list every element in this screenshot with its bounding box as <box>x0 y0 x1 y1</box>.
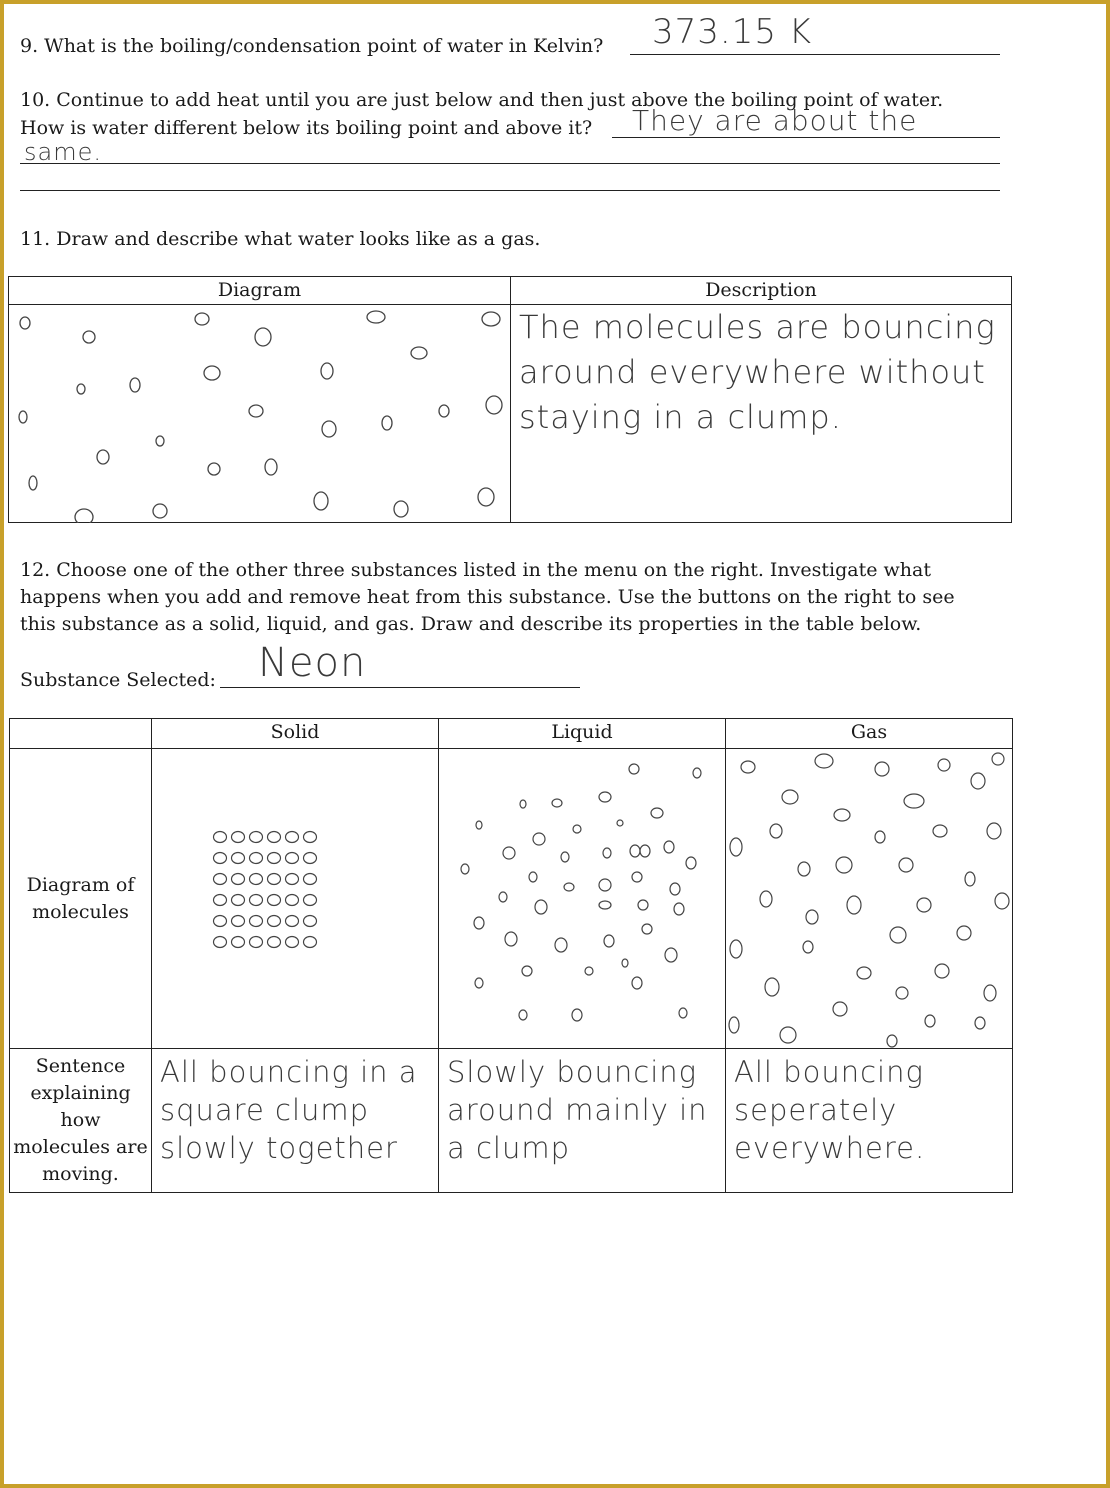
q10-answer-part1: They are about the <box>632 104 918 137</box>
row-label-sentence: Sentence explaining how molecules are moving. <box>10 1049 152 1193</box>
question-10-line1: 10. Continue to add heat until you are just below and then just above the boiling point of water. <box>20 89 944 111</box>
gas-sentence-cell <box>726 1049 1013 1193</box>
solid-molecule <box>286 853 299 864</box>
solid-sentence-answer: All bouncing in a square clump slowly together <box>160 1055 418 1165</box>
solid-molecule <box>304 895 317 906</box>
row-label-diagram: Diagram of molecules <box>10 749 152 1049</box>
solid-molecule <box>268 895 281 906</box>
solid-molecule <box>214 937 227 948</box>
solid-molecule <box>286 916 299 927</box>
solid-molecule <box>286 874 299 885</box>
question-12-line2: happens when you add and remove heat from this substance. Use the buttons on the right to see <box>20 586 955 608</box>
solid-molecule <box>232 916 245 927</box>
gas-sentence-answer: All bouncing seperately everywhere. <box>734 1055 926 1165</box>
solid-molecule <box>214 874 227 885</box>
solid-molecule <box>250 895 263 906</box>
solid-diagram-cell <box>152 749 439 1049</box>
solid-molecule <box>250 937 263 948</box>
solid-molecule <box>250 916 263 927</box>
solid-molecule <box>232 874 245 885</box>
liquid-sentence-cell <box>439 1049 726 1193</box>
q11-header-diagram: Diagram <box>9 277 511 305</box>
solid-molecule <box>304 832 317 843</box>
q12-header-blank <box>10 719 152 749</box>
q12-table <box>9 718 1013 1193</box>
q11-diagram-cell <box>9 305 511 523</box>
q9-answer: 373.15 K <box>652 12 813 52</box>
question-11: 11. Draw and describe what water looks like as a gas. <box>20 228 541 250</box>
solid-molecule <box>214 832 227 843</box>
solid-molecule <box>268 832 281 843</box>
q11-description-answer: The molecules are bouncing around everywhere without staying in a clump. <box>519 308 996 436</box>
question-12-line3: this substance as a solid, liquid, and gas. Draw and describe its properties in the table below. <box>20 613 922 635</box>
q9-answer-line <box>630 54 1000 55</box>
gas-molecules-drawing <box>726 749 1012 1049</box>
solid-molecule <box>286 832 299 843</box>
solid-molecule <box>232 937 245 948</box>
q10-answer-line-1 <box>612 137 1000 138</box>
solid-molecules-drawing <box>152 749 438 1049</box>
q12-header-liquid: Liquid <box>439 719 726 749</box>
q11-description-cell <box>511 305 1012 523</box>
question-10-line2: How is water different below its boiling point and above it? <box>20 117 593 139</box>
solid-sentence-cell <box>152 1049 439 1193</box>
q10-answer-part2: same. <box>24 138 102 166</box>
solid-molecule <box>232 895 245 906</box>
gas-diagram-cell <box>726 749 1013 1049</box>
solid-molecule <box>304 853 317 864</box>
solid-molecule <box>250 874 263 885</box>
q12-header-solid: Solid <box>152 719 439 749</box>
solid-molecule <box>250 853 263 864</box>
solid-molecule <box>304 937 317 948</box>
solid-molecule <box>304 916 317 927</box>
solid-molecule <box>286 937 299 948</box>
solid-molecule <box>268 916 281 927</box>
liquid-molecules-drawing <box>439 749 725 1049</box>
solid-molecule <box>268 937 281 948</box>
solid-molecule <box>268 853 281 864</box>
solid-molecule <box>286 895 299 906</box>
solid-molecule <box>232 832 245 843</box>
substance-answer: Neon <box>258 640 367 686</box>
solid-molecule <box>250 832 263 843</box>
solid-molecule <box>214 895 227 906</box>
solid-molecule <box>232 853 245 864</box>
solid-molecule <box>304 874 317 885</box>
solid-molecule <box>214 916 227 927</box>
question-9: 9. What is the boiling/condensation point of water in Kelvin? <box>20 35 604 57</box>
q10-answer-line-3 <box>20 190 1000 191</box>
q12-header-gas: Gas <box>726 719 1013 749</box>
liquid-sentence-answer: Slowly bouncing around mainly in a clump <box>447 1055 708 1165</box>
solid-molecule <box>268 874 281 885</box>
solid-molecule <box>214 853 227 864</box>
substance-selected-label: Substance Selected: <box>20 669 216 691</box>
q11-gas-molecules-drawing <box>9 305 510 523</box>
q11-table <box>8 276 1012 523</box>
q10-answer-line-2 <box>20 163 1000 164</box>
liquid-diagram-cell <box>439 749 726 1049</box>
question-12-line1: 12. Choose one of the other three substances listed in the menu on the right. Investigate what <box>20 559 931 581</box>
q11-header-description: Description <box>511 277 1012 305</box>
substance-answer-line <box>220 687 580 688</box>
